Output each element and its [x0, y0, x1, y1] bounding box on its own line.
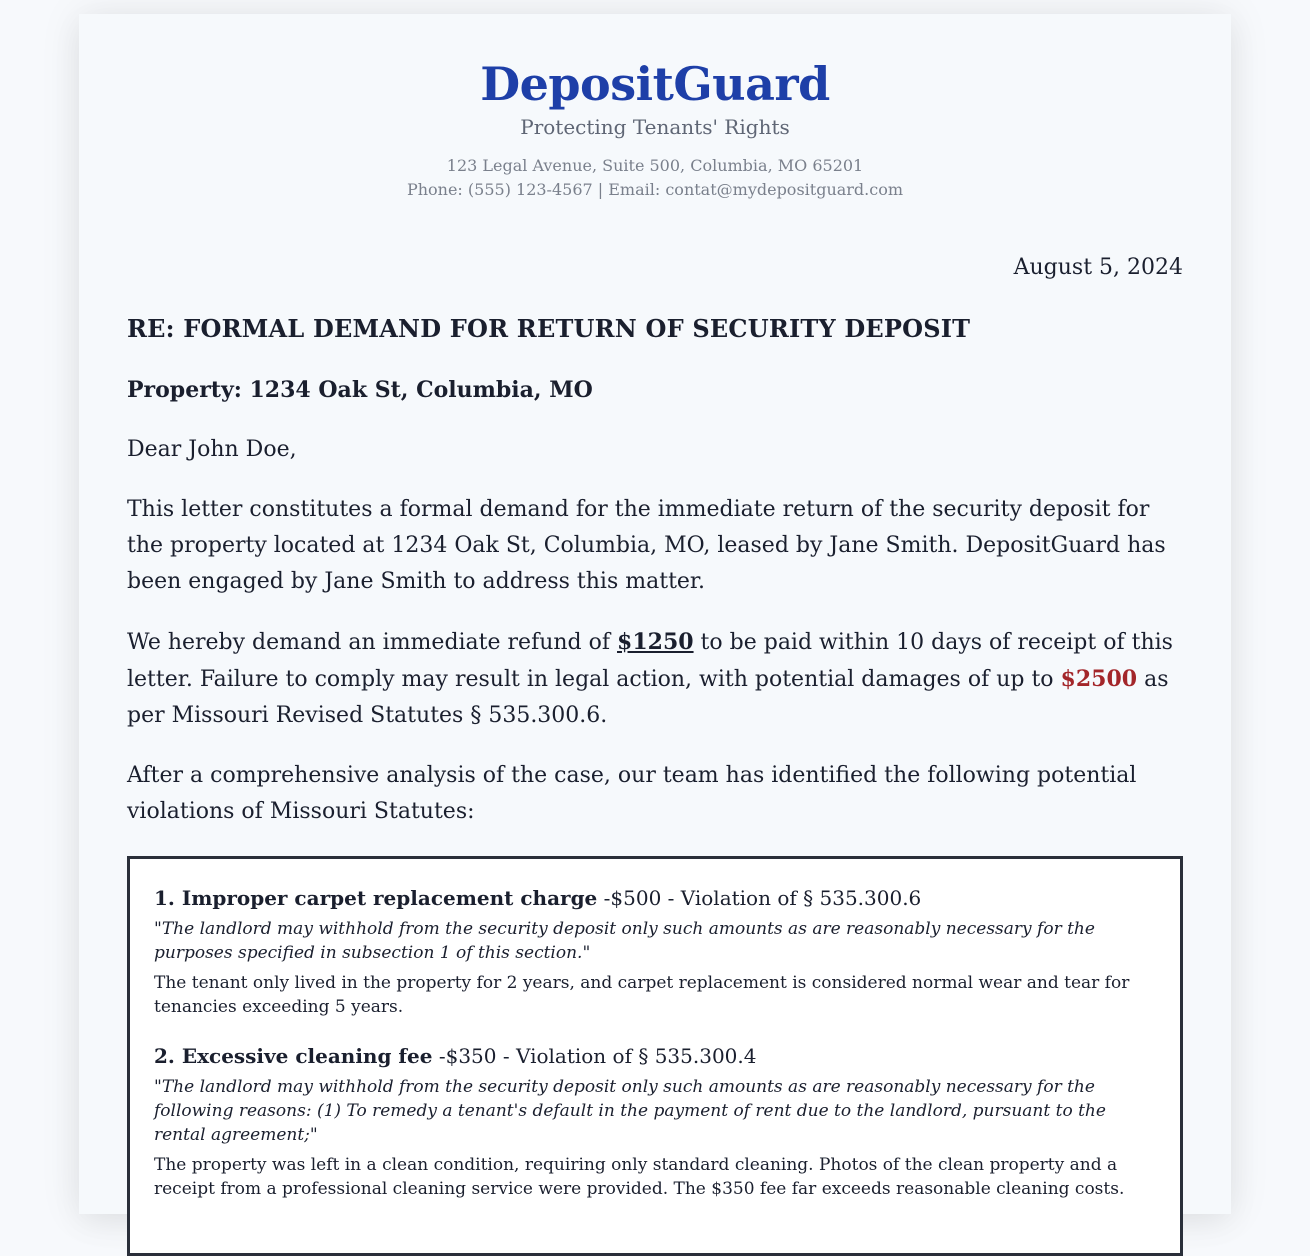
violation-title: 1. Improper carpet replacement charge [154, 886, 598, 910]
intro-paragraph: This letter constitutes a formal demand for the immediate return of the security deposit for the property located at 1234 Oak St, Columbia, MO, leased by Jane Smith. DepositGuard has been engaged by Jane Smith to address this matter. [127, 497, 1166, 594]
letterhead [79, 14, 1231, 202]
company-tagline: Protecting Tenants' Rights [520, 115, 790, 139]
demand-paragraph [127, 624, 1183, 734]
violations-box [127, 856, 1183, 1256]
analysis-paragraph: After a comprehensive analysis of the case, our team has identified the following potential violations of Missouri Statutes: [127, 763, 1137, 824]
letter-subject: RE: FORMAL DEMAND FOR RETURN OF SECURITY DEPOSIT [127, 314, 971, 343]
property-line: Property: 1234 Oak St, Columbia, MO [127, 377, 593, 403]
company-name: DepositGuard [480, 57, 830, 111]
violation-title: 2. Excessive cleaning fee [154, 1044, 433, 1068]
violation-note: The tenant only lived in the property for 2 years, and carpet replacement is considered normal wear and tear for tenancies exceeding 5 years. [154, 973, 1130, 1017]
letter-date: August 5, 2024 [1013, 255, 1183, 280]
violation-note: The property was left in a clean condition, requiring only standard cleaning. Photos of the clean property and a receipt from a professional cleaning service were provided. The $350 fee far exceeds reasonable cleaning costs. [154, 1155, 1125, 1199]
demand-text-1: We hereby demand an immediate refund of [127, 630, 618, 655]
refund-amount: $1250 [617, 629, 694, 655]
violation-quote: "The landlord may withhold from the security deposit only such amounts as are reasonably necessary for the following reasons: (1) To remedy a tenant's default in the payment of rent due to the landlord, pursuant to the rental agreement;" [154, 1077, 1106, 1145]
letter-page [79, 14, 1231, 1214]
demand-text-2: to be paid within 10 days of receipt of this letter. Failure to comply may result in legal action, with potential damages of up to [127, 630, 1173, 692]
damages-amount: $2500 [1060, 666, 1138, 692]
salutation: Dear John Doe, [127, 437, 297, 462]
demand-text-3: as per Missouri Revised Statutes § 535.300.6. [127, 667, 1169, 728]
violation-item [154, 1041, 1156, 1201]
violation-item [154, 883, 1156, 1019]
company-address: 123 Legal Avenue, Suite 500, Columbia, MO 65201 [446, 156, 864, 175]
violation-detail: -$350 - Violation of § 535.300.4 [432, 1044, 757, 1068]
violation-detail: -$500 - Violation of § 535.300.6 [597, 886, 922, 910]
violation-quote: "The landlord may withhold from the security deposit only such amounts as are reasonably necessary for the purposes specified in subsection 1 of this section." [154, 919, 1095, 963]
violation-heading [154, 883, 1156, 913]
company-contact: Phone: (555) 123-4567 | Email: contat@mydepositguard.com [406, 180, 904, 199]
violation-heading [154, 1041, 1156, 1071]
letter-body [127, 250, 1183, 1256]
company-address-block [79, 154, 1231, 202]
